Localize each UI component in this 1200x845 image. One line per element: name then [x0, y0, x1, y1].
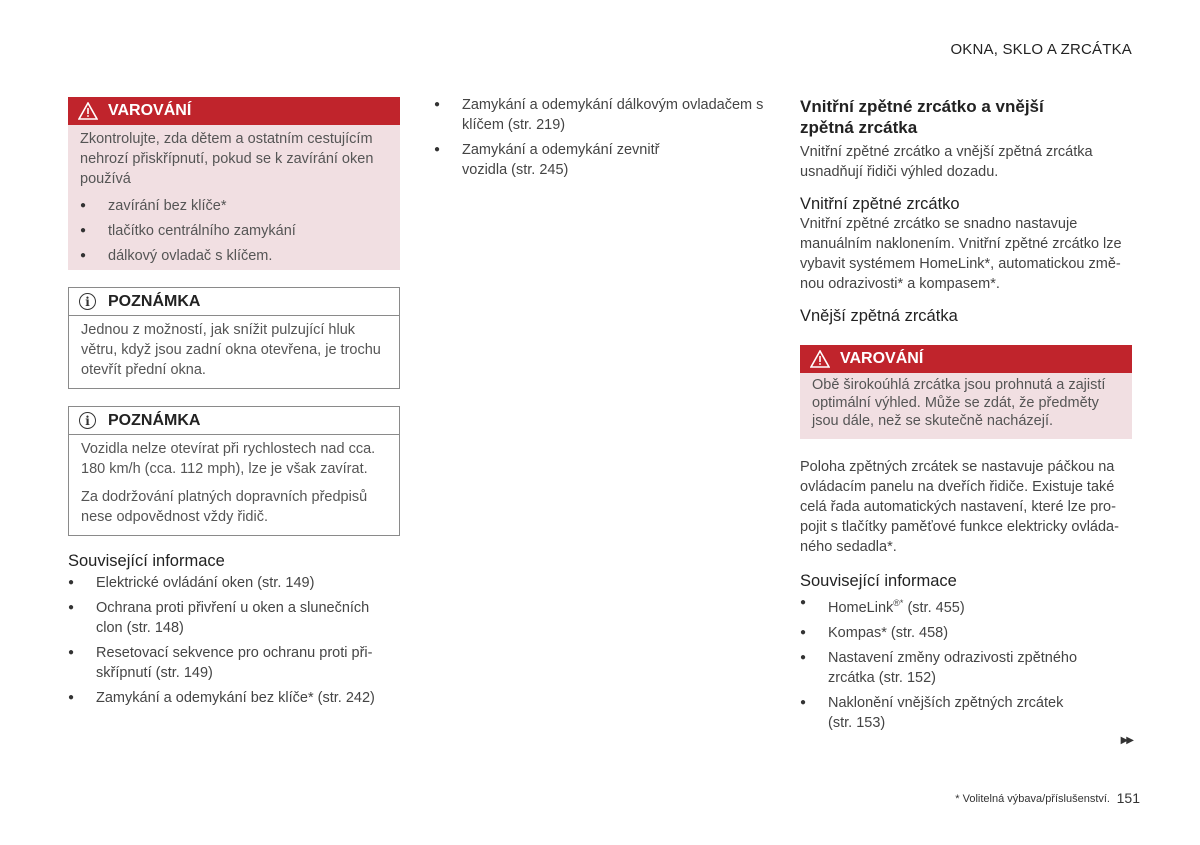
- note-header: [69, 288, 399, 316]
- related-info-list: [800, 593, 1100, 733]
- double-arrow-icon: ▶▶: [1120, 735, 1132, 746]
- warning-text: Zkontrolujte, zda dětem a ostatním cestujícím nehrozí přiskřípnutí, pokud se k zavírání oken používá: [80, 131, 374, 187]
- list-item: ● tlačítko centrálního zamykání: [80, 221, 388, 241]
- inner-mirror-text: Vnitřní zpětné zrcátko se snadno nastavuje manuálním naklonením. Vnitřní zpětné zrcátko lze vybavit systémem HomeLink*, automatickou změ-nou odrazivosti* a kompasem*.: [800, 216, 1122, 292]
- list-item: ● zavírání bez klíče*: [80, 196, 388, 216]
- intro-text: Vnitřní zpětné zrcátko a vnější zpětná zrcátka usnadňují řidiči výhled dozadu.: [800, 144, 1093, 180]
- right-column: [800, 96, 1132, 738]
- warning-box: [68, 97, 400, 270]
- section-header: OKNA, SKLO A ZRCÁTKA: [950, 41, 1132, 58]
- related-link[interactable]: ● Zamykání a odemykání dálkovým ovladačem s klíčem (str. 219): [434, 95, 764, 135]
- related-link[interactable]: ● Zamykání a odemykání zevnitř vozidla (str. 245): [434, 140, 764, 180]
- related-link-page: (str. 455): [903, 599, 965, 616]
- related-link[interactable]: ● Resetovací sekvence pro ochranu proti při-skřípnutí (str. 149): [68, 643, 386, 683]
- related-link[interactable]: ● Kompas* (str. 458): [800, 623, 1100, 643]
- warning-triangle-icon: [810, 350, 830, 368]
- warning-triangle-icon: [78, 102, 98, 120]
- outer-mirror-heading: Vnější zpětná zrcátka: [800, 307, 958, 325]
- warning-body: [800, 373, 1132, 438]
- related-info-list-continued: [434, 95, 764, 180]
- body-paragraph: Poloha zpětných zrcátek se nastavuje páčkou na ovládacím panelu na dveřích řidiče. Existuje také celá řada automatických nastavení, které lze pro-pojit s tlačítky paměťové funkce elektricky ovláda-ného sedadla*.: [800, 459, 1119, 555]
- warning-body: [68, 125, 400, 279]
- note-body: [69, 435, 399, 535]
- note-title: POZNÁMKA: [108, 411, 201, 429]
- page-number: 151: [1116, 790, 1140, 806]
- related-link[interactable]: ● Zamykání a odemykání bez klíče* (str. 242): [68, 688, 386, 708]
- related-link[interactable]: ● Nastavení změny odrazivosti zpětného zrcátka (str. 152): [800, 648, 1100, 688]
- section-title: Vnitřní zpětné zrcátko a vnější zpětná zrcátka: [800, 97, 1044, 137]
- warning-title: VAROVÁNÍ: [108, 102, 192, 119]
- related-link-text: HomeLink: [828, 599, 894, 616]
- left-column: [68, 97, 400, 713]
- info-icon: i: [79, 412, 96, 429]
- note-box: [68, 406, 400, 536]
- info-icon: i: [79, 293, 96, 310]
- related-info-list: [68, 573, 386, 708]
- middle-column: [434, 95, 764, 185]
- note-title: POZNÁMKA: [108, 292, 201, 310]
- note-text: Vozidla nelze otevírat při rychlostech nad cca. 180 km/h (cca. 112 mph), lze je však zavírat.: [81, 441, 376, 477]
- note-text: Jednou z možností, jak snížit pulzující hluk větru, když jsou zadní okna otevřena, je trochu otevřít přední okna.: [81, 322, 381, 378]
- warning-list: [80, 196, 388, 266]
- related-link[interactable]: ● Ochrana proti přivření u oken a slunečních clon (str. 148): [68, 598, 386, 638]
- note-body: [69, 316, 399, 388]
- related-link[interactable]: ● Elektrické ovládání oken (str. 149): [68, 573, 386, 593]
- related-info-heading: Související informace: [68, 552, 225, 570]
- warning-box: [800, 345, 1132, 439]
- inner-mirror-heading: Vnitřní zpětné zrcátko: [800, 195, 960, 213]
- trademark-superscript: ®*: [893, 598, 904, 608]
- warning-text: Obě širokoúhlá zrcátka jsou prohnutá a zajistí optimální výhled. Může se zdát, že předměty jsou dále, než se skutečně nacházejí.: [812, 377, 1106, 429]
- footnote: * Volitelná výbava/příslušenství.: [955, 793, 1110, 805]
- warning-title: VAROVÁNÍ: [840, 350, 924, 367]
- warning-header: [800, 345, 1132, 373]
- related-link[interactable]: [800, 593, 1100, 618]
- note-text: Za dodržování platných dopravních předpisů nese odpovědnost vždy řidič.: [81, 489, 368, 525]
- note-header: [69, 407, 399, 435]
- list-item: ● dálkový ovladač s klíčem.: [80, 246, 388, 266]
- warning-header: [68, 97, 400, 125]
- note-box: [68, 287, 400, 389]
- related-link[interactable]: ● Naklonění vnějších zpětných zrcátek (str. 153): [800, 693, 1100, 733]
- related-info-heading: Související informace: [800, 572, 957, 590]
